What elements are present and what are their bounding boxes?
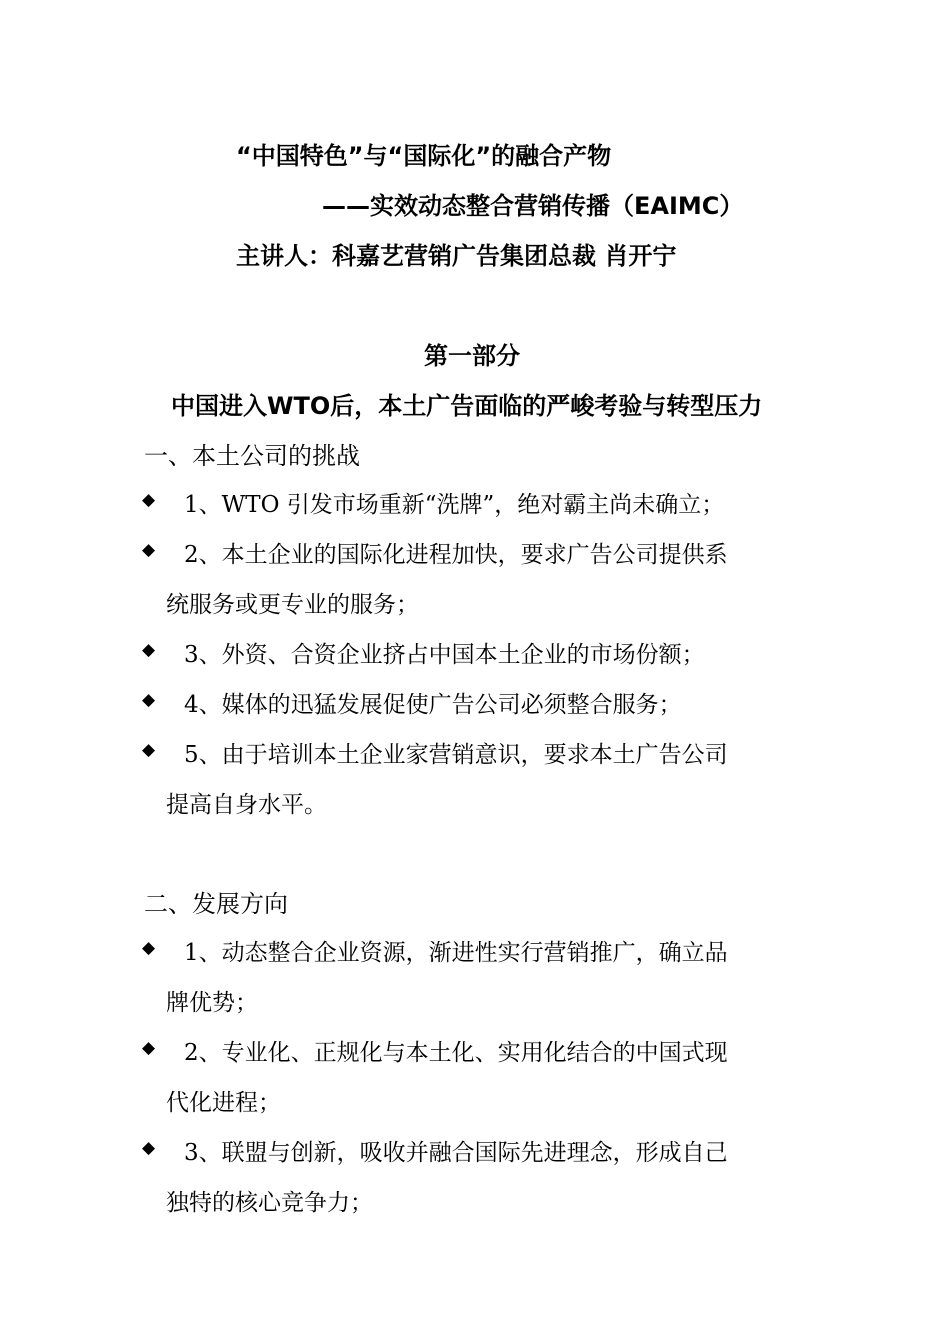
list-item-continuation: 牌优势； <box>166 990 258 1016</box>
bullet-icon: ◆ <box>142 540 156 560</box>
bullet-icon: ◆ <box>142 490 156 510</box>
list-item: 2、专业化、正规化与本土化、实用化结合的中国式现 <box>184 1040 728 1066</box>
document-title: “中国特色”与“国际化”的融合产物 <box>236 142 612 170</box>
document-subtitle: ——实效动态整合营销传播（EAIMC） <box>322 192 744 220</box>
bullet-icon: ◆ <box>142 640 156 660</box>
list-item-continuation: 提高自身水平。 <box>166 792 327 818</box>
section-title-direction: 二、发展方向 <box>144 890 288 918</box>
section-title-challenges: 一、本土公司的挑战 <box>144 442 360 470</box>
list-item: 1、动态整合企业资源，渐进性实行营销推广，确立品 <box>184 940 728 966</box>
part-heading: 中国进入WTO后，本土广告面临的严峻考验与转型压力 <box>171 392 763 420</box>
list-item: 3、联盟与创新，吸收并融合国际先进理念，形成自己 <box>184 1140 728 1166</box>
list-item: 1、WTO 引发市场重新“洗牌”，绝对霸主尚未确立； <box>184 492 725 518</box>
part-label: 第一部分 <box>424 342 520 370</box>
bullet-icon: ◆ <box>142 690 156 710</box>
bullet-icon: ◆ <box>142 1038 156 1058</box>
list-item: 2、本土企业的国际化进程加快，要求广告公司提供系 <box>184 542 728 568</box>
list-item: 3、外资、合资企业挤占中国本土企业的市场份额； <box>184 642 705 668</box>
list-item: 5、由于培训本土企业家营销意识，要求本土广告公司 <box>184 742 728 768</box>
bullet-icon: ◆ <box>142 1138 156 1158</box>
list-item: 4、媒体的迅猛发展促使广告公司必须整合服务； <box>184 692 682 718</box>
bullet-icon: ◆ <box>142 938 156 958</box>
list-item-continuation: 独特的核心竞争力； <box>166 1190 373 1216</box>
list-item-continuation: 代化进程； <box>166 1090 281 1116</box>
bullet-icon: ◆ <box>142 740 156 760</box>
list-item-continuation: 统服务或更专业的服务； <box>166 592 419 618</box>
speaker-line: 主讲人：科嘉艺营销广告集团总裁 肖开宁 <box>236 242 677 270</box>
